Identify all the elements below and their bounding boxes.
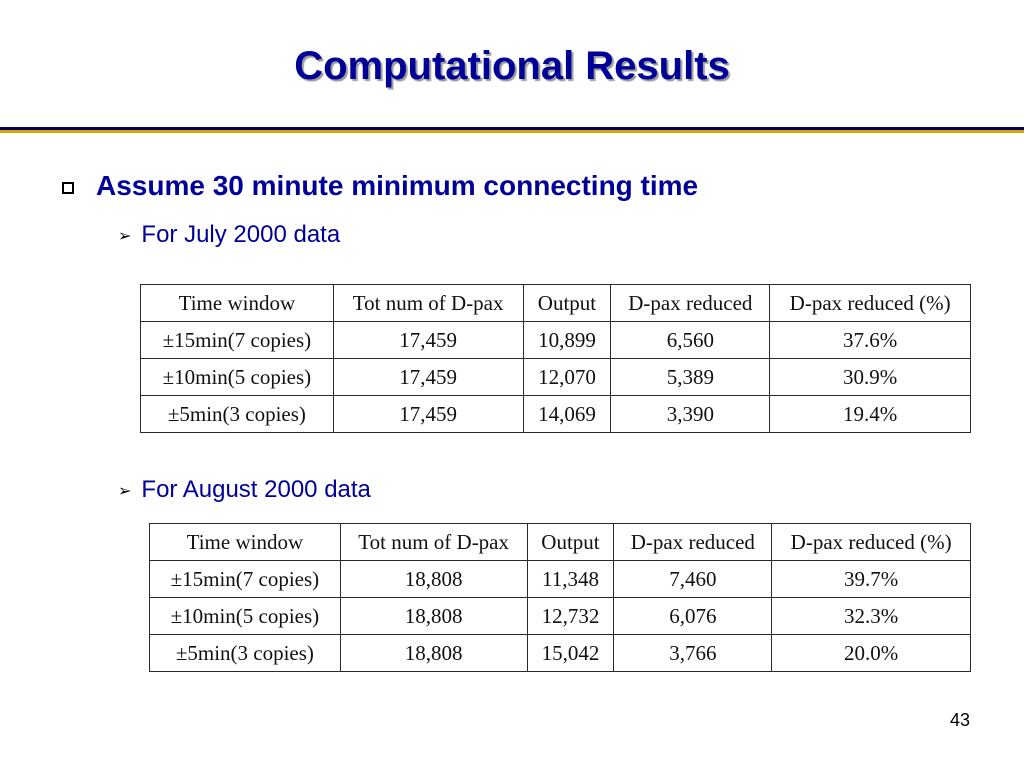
sub-bullet-text: For July 2000 data — [141, 221, 341, 248]
table-row — [141, 359, 971, 396]
main-bullet-text: Assume 30 minute minimum connecting time — [96, 170, 699, 201]
column-header: Output — [523, 285, 611, 322]
table-cell: 12,732 — [527, 598, 614, 635]
table-cell: 19.4% — [770, 396, 971, 433]
table-cell: 5,389 — [611, 359, 770, 396]
table-row — [150, 635, 971, 672]
column-header: D-pax reduced — [614, 524, 772, 561]
table-cell: ±15min(7 copies) — [150, 561, 341, 598]
column-header: Time window — [150, 524, 341, 561]
main-bullet — [62, 170, 698, 202]
table-cell: 3,390 — [611, 396, 770, 433]
table-cell: ±10min(5 copies) — [141, 359, 334, 396]
table-cell: 12,070 — [523, 359, 611, 396]
column-header: D-pax reduced (%) — [772, 524, 971, 561]
table-cell: 10,899 — [523, 322, 611, 359]
sub-bullet-july — [118, 221, 340, 249]
sub-bullet-august — [118, 476, 371, 504]
table-header-row — [150, 524, 971, 561]
arrow-bullet-icon: ➢ — [118, 480, 132, 500]
table-cell: ±5min(3 copies) — [150, 635, 341, 672]
table-cell: 7,460 — [614, 561, 772, 598]
table-cell: 14,069 — [523, 396, 611, 433]
table-cell: ±5min(3 copies) — [141, 396, 334, 433]
sub-bullet-text: For August 2000 data — [141, 476, 371, 503]
table-cell: 6,560 — [611, 322, 770, 359]
table-cell: 18,808 — [340, 561, 527, 598]
table-row — [150, 561, 971, 598]
column-header: Tot num of D-pax — [340, 524, 527, 561]
table-cell: 30.9% — [770, 359, 971, 396]
column-header: Time window — [141, 285, 334, 322]
page-number: 43 — [949, 710, 970, 730]
column-header: Tot num of D-pax — [333, 285, 523, 322]
table-cell: 17,459 — [333, 322, 523, 359]
table-cell: ±10min(5 copies) — [150, 598, 341, 635]
table-cell: 20.0% — [772, 635, 971, 672]
table-cell: 37.6% — [770, 322, 971, 359]
table-cell: 17,459 — [333, 396, 523, 433]
august-results-table — [149, 523, 971, 672]
hollow-square-bullet-icon — [62, 182, 74, 194]
title-divider-gold — [0, 130, 1024, 133]
table-cell: 17,459 — [333, 359, 523, 396]
column-header: D-pax reduced (%) — [770, 285, 971, 322]
table-cell: 6,076 — [614, 598, 772, 635]
table-cell: 18,808 — [340, 635, 527, 672]
arrow-bullet-icon: ➢ — [118, 225, 132, 245]
table-cell: 39.7% — [772, 561, 971, 598]
july-results-table — [140, 284, 971, 433]
table-cell: 15,042 — [527, 635, 614, 672]
table-cell: 32.3% — [772, 598, 971, 635]
slide-title: Computational Results — [294, 44, 730, 88]
table-cell: 11,348 — [527, 561, 614, 598]
table-cell: ±15min(7 copies) — [141, 322, 334, 359]
table-cell: 3,766 — [614, 635, 772, 672]
column-header: Output — [527, 524, 614, 561]
table-cell: 18,808 — [340, 598, 527, 635]
table-row — [141, 322, 971, 359]
table-row — [141, 396, 971, 433]
column-header: D-pax reduced — [611, 285, 770, 322]
table-row — [150, 598, 971, 635]
table-header-row — [141, 285, 971, 322]
